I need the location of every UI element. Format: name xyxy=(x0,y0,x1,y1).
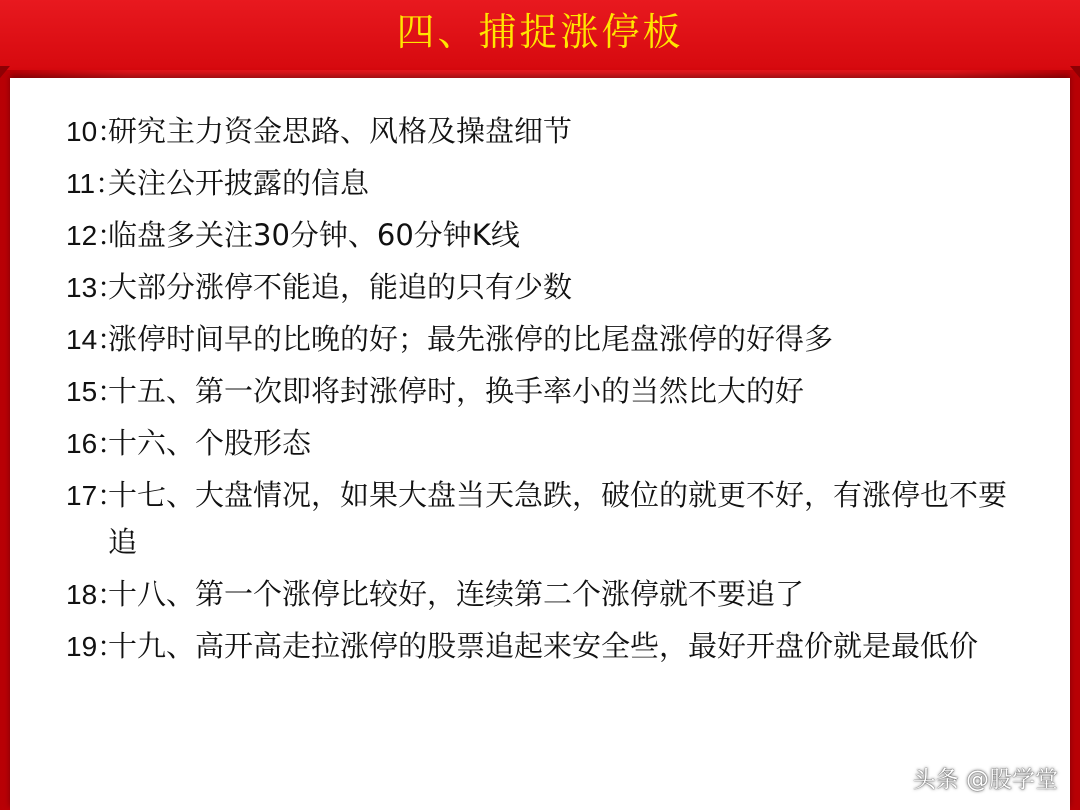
list-item-18 xyxy=(66,571,1016,618)
item-text: 大部分涨停不能追，能追的只有少数 xyxy=(108,270,573,304)
list-item-17 xyxy=(66,472,1016,566)
item-text: 十八、第一个涨停比较好，连续第二个涨停就不要追了 xyxy=(108,577,805,611)
list-item-13 xyxy=(66,264,1016,311)
item-text: 十五、第一次即将封涨停时，换手率小的当然比大的好 xyxy=(108,374,805,408)
item-text: 研究主力资金思路、风格及操盘细节 xyxy=(108,114,573,148)
item-number: 11： xyxy=(66,168,124,199)
list-item-11 xyxy=(66,160,1016,207)
watermark: 头条 @股学堂 xyxy=(912,767,1058,793)
list-item-15 xyxy=(66,368,1016,415)
item-text: 涨停时间早的比晚的好；最先涨停的比尾盘涨停的好得多 xyxy=(108,322,834,356)
left-corner-fold xyxy=(0,66,10,78)
item-text: 临盘多关注30分钟、60分钟K线 xyxy=(108,218,520,252)
item-text: 十九、高开高走拉涨停的股票追起来安全些，最好开盘价就是最低价 xyxy=(108,629,979,663)
item-number: 18： xyxy=(66,579,126,610)
list-item-16 xyxy=(66,420,1016,467)
header-band xyxy=(0,0,1080,70)
item-number: 10： xyxy=(66,116,126,147)
list-item-19 xyxy=(66,623,1016,670)
item-number: 13： xyxy=(66,272,126,303)
item-number: 17： xyxy=(66,480,126,511)
right-corner-fold xyxy=(1070,66,1080,78)
item-number: 16： xyxy=(66,428,126,459)
list-item-10 xyxy=(66,108,1016,155)
content-list xyxy=(66,108,1016,675)
item-text: 十六、个股形态 xyxy=(108,426,312,460)
list-item-14 xyxy=(66,316,1016,363)
item-number: 19： xyxy=(66,631,126,662)
item-number: 15： xyxy=(66,376,126,407)
list-item-12 xyxy=(66,212,1016,259)
item-number: 12： xyxy=(66,220,126,251)
item-text: 关注公开披露的信息 xyxy=(108,166,370,200)
item-text: 十七、大盘情况，如果大盘当天急跌，破位的就更不好，有涨停也不要追 xyxy=(108,478,1008,559)
item-number: 14： xyxy=(66,324,126,355)
page-title: 四、捕捉涨停板 xyxy=(396,10,684,54)
